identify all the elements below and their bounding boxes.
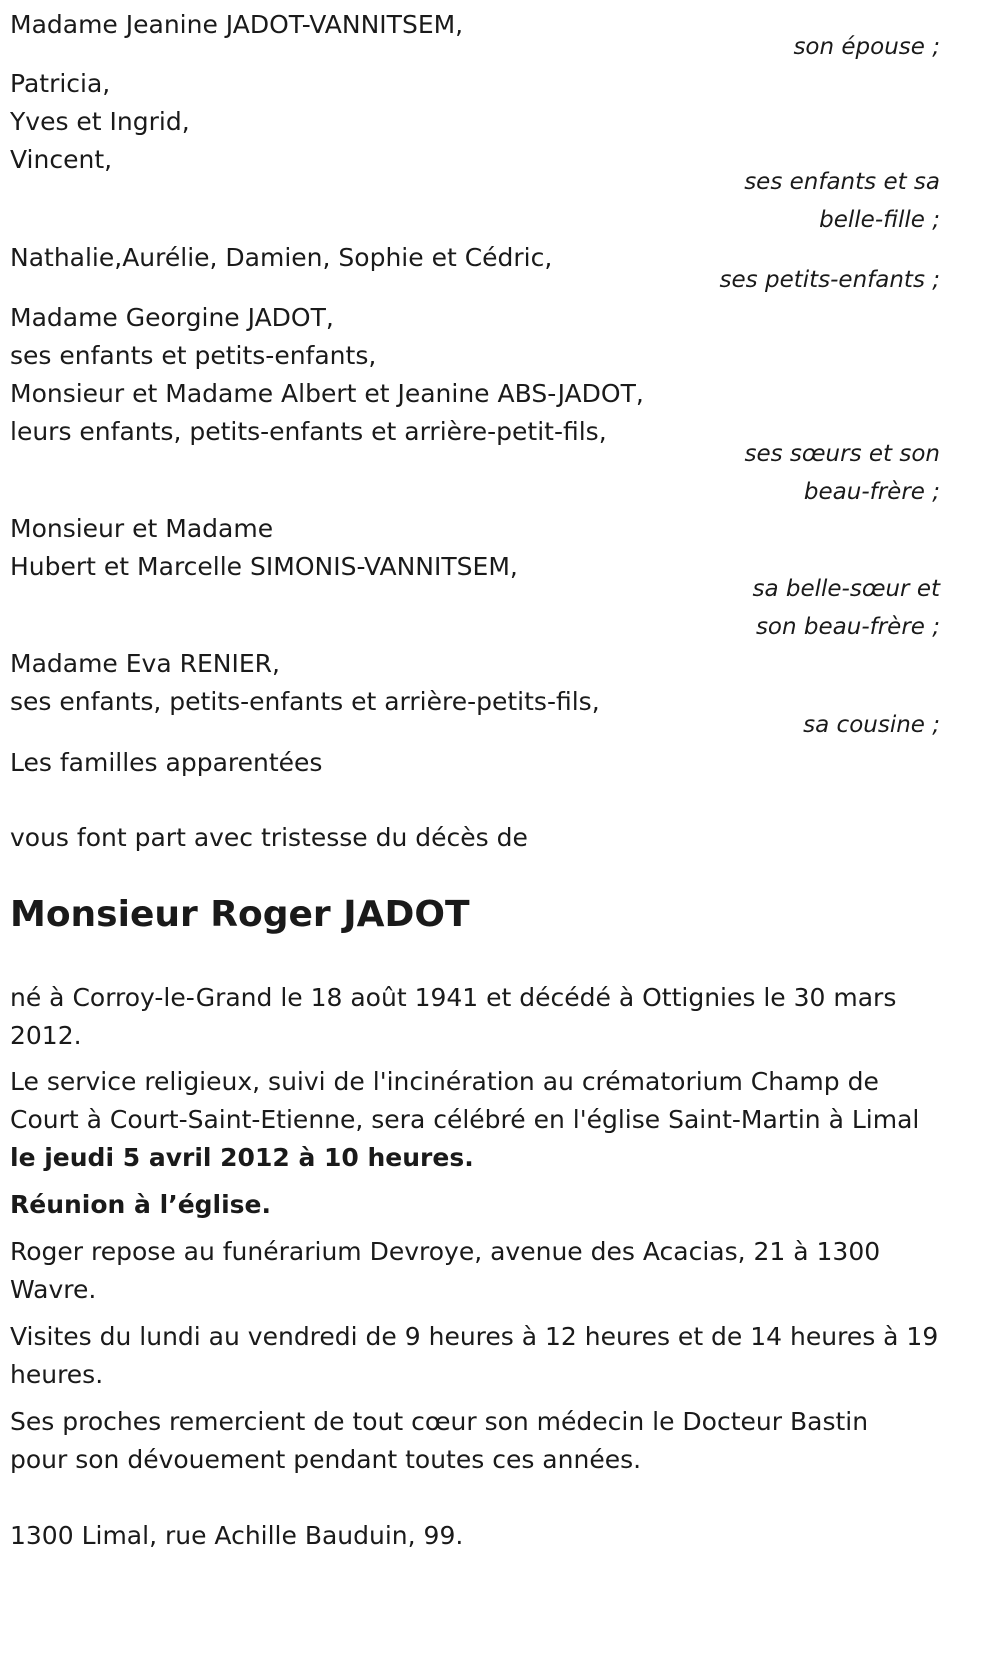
visits-hours: heures. [10,1360,104,1389]
grandchildren-role: ses petits-enfants ; [719,267,940,293]
grandchildren-names: Nathalie,Aurélie, Damien, Sophie et Cédric, [10,243,553,272]
sisters-role: beau-frère ; [803,479,940,505]
sister-name: Madame Georgine JADOT, [10,303,334,332]
family-address: 1300 Limal, rue Achille Bauduin, 99. [10,1521,464,1550]
child-name: Vincent, [10,145,113,174]
children-role: ses enfants et sa [744,169,940,195]
sister-family: leurs enfants, petits-enfants et arrière-petit-fils, [10,417,607,446]
announcement-text: vous font part avec tristesse du décès de [10,823,528,852]
service-date: le jeudi 5 avril 2012 à 10 heures. [10,1143,474,1172]
sister-name: Monsieur et Madame Albert et Jeanine ABS-JADOT, [10,379,644,408]
cousin-name: Madame Eva RENIER, [10,649,280,678]
inlaw-role: sa belle-sœur et [752,576,940,602]
birth-death-line: né à Corroy-le-Grand le 18 août 1941 et décédé à Ottignies le 30 mars [10,983,897,1012]
meeting-place: Réunion à l’église. [10,1190,272,1219]
child-name: Yves et Ingrid, [10,107,190,136]
spouse-name: Madame Jeanine JADOT-VANNITSEM, [10,10,464,39]
cousin-role: sa cousine ; [803,712,940,738]
sisters-role: ses sœurs et son [744,441,940,467]
thanks-text: Ses proches remercient de tout cœur son médecin le Docteur Bastin [10,1407,869,1436]
child-name: Patricia, [10,69,111,98]
spouse-role: son épouse ; [793,34,940,60]
service-line: Le service religieux, suivi de l'incinération au crématorium Champ de [10,1067,879,1096]
cousin-family: ses enfants, petits-enfants et arrière-petits-fils, [10,687,600,716]
birth-death-line: 2012. [10,1021,82,1050]
rest-location: Roger repose au funérarium Devroye, avenue des Acacias, 21 à 1300 [10,1237,881,1266]
thanks-text: pour son dévouement pendant toutes ces années. [10,1445,642,1474]
inlaw-name: Hubert et Marcelle SIMONIS-VANNITSEM, [10,552,518,581]
sister-family: ses enfants et petits-enfants, [10,341,377,370]
service-line: Court à Court-Saint-Etienne, sera célébré en l'église Saint-Martin à Limal [10,1105,920,1134]
inlaw-role: son beau-frère ; [755,614,940,640]
children-role: belle-fille ; [819,207,940,233]
deceased-name: Monsieur Roger JADOT [10,894,470,935]
rest-location: Wavre. [10,1275,97,1304]
inlaw-name: Monsieur et Madame [10,514,274,543]
related-families: Les familles apparentées [10,748,323,777]
visits-hours: Visites du lundi au vendredi de 9 heures à 12 heures et de 14 heures à 19 [10,1322,939,1351]
